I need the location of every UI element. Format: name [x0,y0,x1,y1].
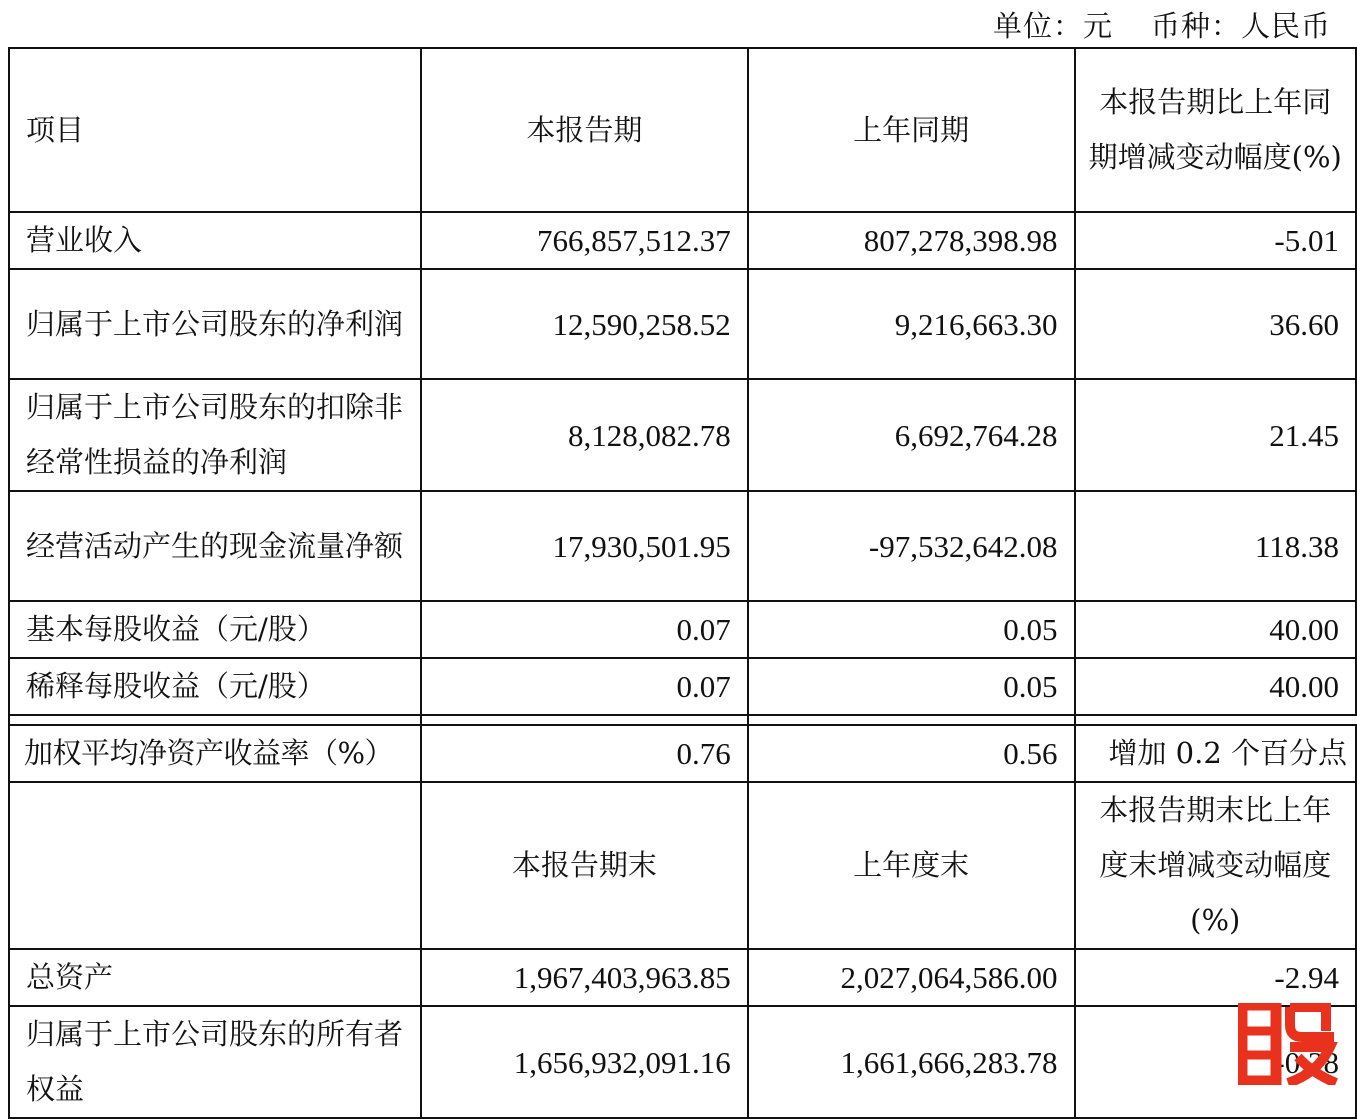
table-row [9,1006,1356,1118]
table-row [9,379,1356,491]
row-change: 40.00 [1075,658,1357,715]
row-current: 1,656,932,091.16 [421,1006,748,1118]
row-change: -0.28 [1075,1006,1357,1118]
header-item: 项目 [9,48,421,212]
row-label: 归属于上市公司股东的净利润 [9,269,421,379]
row-change: -2.94 [1075,949,1357,1006]
watermark-glyph [1242,1005,1336,1083]
table-row [9,658,1356,715]
row-prior: 0.05 [748,601,1075,658]
table-row [9,269,1356,379]
currency-label: 币种：人民币 [1150,9,1331,43]
table-row [9,601,1356,658]
header-current-period-end: 本报告期末 [421,782,748,949]
row-change: 40.00 [1075,601,1357,658]
table-header-row [9,782,1356,949]
row-prior: 0.05 [748,658,1075,715]
row-label: 经营活动产生的现金流量净额 [9,491,421,601]
header-change: 本报告期末比上年度末增减变动幅度(%) [1075,782,1357,949]
table-row [9,949,1356,1006]
row-change: 增加 0.2 个百分点 [1075,725,1357,782]
row-prior: 9,216,663.30 [748,269,1075,379]
stock-watermark-logo [1238,1003,1338,1085]
table-header-row [9,48,1356,212]
header-current-period: 本报告期 [421,48,748,212]
row-change: 118.38 [1075,491,1357,601]
row-current: 8,128,082.78 [421,379,748,491]
header-item [9,782,421,949]
table-row [9,212,1356,269]
row-label: 稀释每股收益（元/股） [9,658,421,715]
row-current: 12,590,258.52 [421,269,748,379]
row-current: 1,967,403,963.85 [421,949,748,1006]
header-change: 本报告期比上年同期增减变动幅度(%) [1075,48,1357,212]
row-label: 基本每股收益（元/股） [9,601,421,658]
row-current: 0.76 [421,725,748,782]
row-change: -5.01 [1075,212,1357,269]
row-current: 766,857,512.37 [421,212,748,269]
row-label: 归属于上市公司股东的扣除非经常性损益的净利润 [9,379,421,491]
row-change: 36.60 [1075,269,1357,379]
page-break-gap [9,715,1356,725]
table-row [9,491,1356,601]
row-prior: 807,278,398.98 [748,212,1075,269]
row-prior: -97,532,642.08 [748,491,1075,601]
row-label: 归属于上市公司股东的所有者权益 [9,1006,421,1118]
row-prior: 6,692,764.28 [748,379,1075,491]
row-label: 营业收入 [9,212,421,269]
row-prior: 2,027,064,586.00 [748,949,1075,1006]
row-prior: 1,661,666,283.78 [748,1006,1075,1118]
row-label: 总资产 [9,949,421,1006]
header-prior-period: 上年同期 [748,48,1075,212]
row-change: 21.45 [1075,379,1357,491]
unit-line [993,4,1331,45]
row-label: 加权平均净资产收益率（%） [9,725,421,782]
row-prior: 0.56 [748,725,1075,782]
header-prior-year-end: 上年度末 [748,782,1075,949]
row-current: 0.07 [421,601,748,658]
unit-label: 单位：元 [992,9,1113,43]
table-row [9,725,1356,782]
row-current: 17,930,501.95 [421,491,748,601]
row-current: 0.07 [421,658,748,715]
financial-table [8,47,1357,1119]
